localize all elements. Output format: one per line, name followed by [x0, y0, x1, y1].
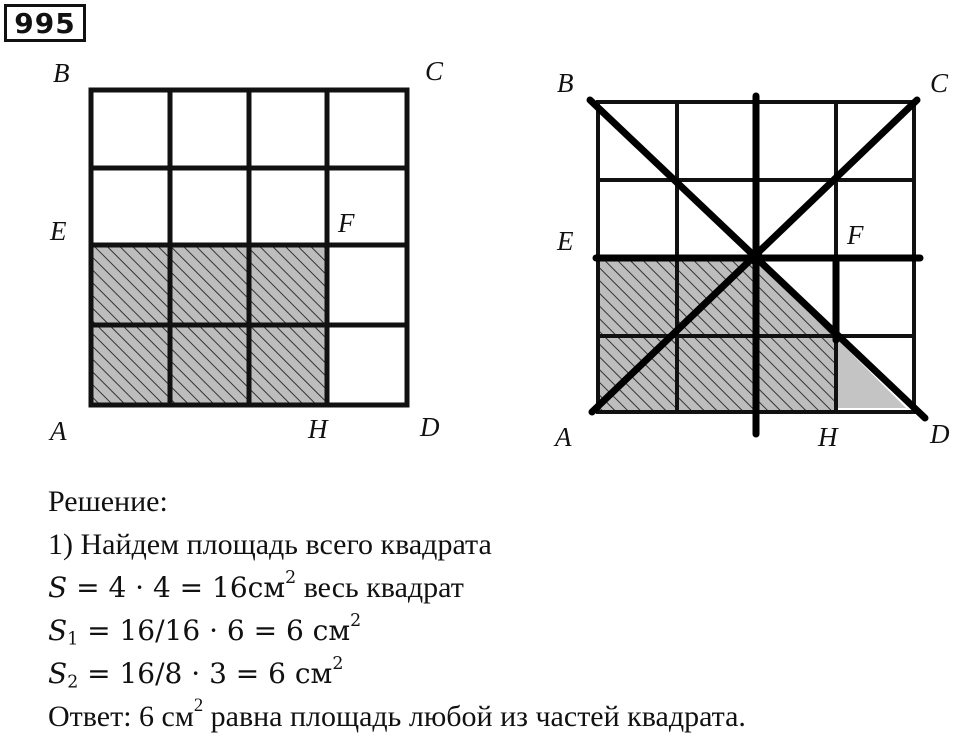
label-h: H — [308, 414, 328, 444]
solution-step-1: 1) Найдем площадь всего квадрата — [48, 528, 492, 561]
label-a: A — [50, 416, 67, 446]
formula-area-s2: $S_2 = 16/8 \cdot 3 = 6$ $см^2$ — [48, 654, 344, 693]
answer-line: Ответ: 6 $см^2$ равна площадь любой из частей квадрата. — [48, 695, 746, 733]
formula-total-area: $S = 4 \cdot 4 = 16см^2$ весь квадрат — [48, 568, 464, 604]
label-b: B — [557, 68, 574, 98]
label-d: D — [930, 419, 950, 449]
label-c: C — [425, 56, 444, 86]
label-b: B — [53, 58, 70, 88]
left-grid-figure — [48, 56, 444, 446]
solution-text — [48, 480, 746, 738]
label-f: F — [847, 220, 864, 250]
label-f: F — [338, 208, 355, 238]
right-grid-figure — [553, 68, 950, 452]
formula-area-s1: $S_1 = 16/16 \cdot 6 = 6$ $см^2$ — [48, 611, 362, 650]
label-h: H — [818, 422, 838, 452]
solution-heading: Решение: — [48, 485, 168, 518]
problem-number: 995 — [4, 4, 86, 42]
right-gray-triangle — [838, 340, 906, 408]
label-a: A — [555, 422, 572, 452]
label-d: D — [420, 412, 440, 442]
label-e: E — [50, 216, 67, 246]
right-center-point — [749, 251, 763, 265]
label-e: E — [557, 226, 574, 256]
label-c: C — [930, 68, 949, 98]
